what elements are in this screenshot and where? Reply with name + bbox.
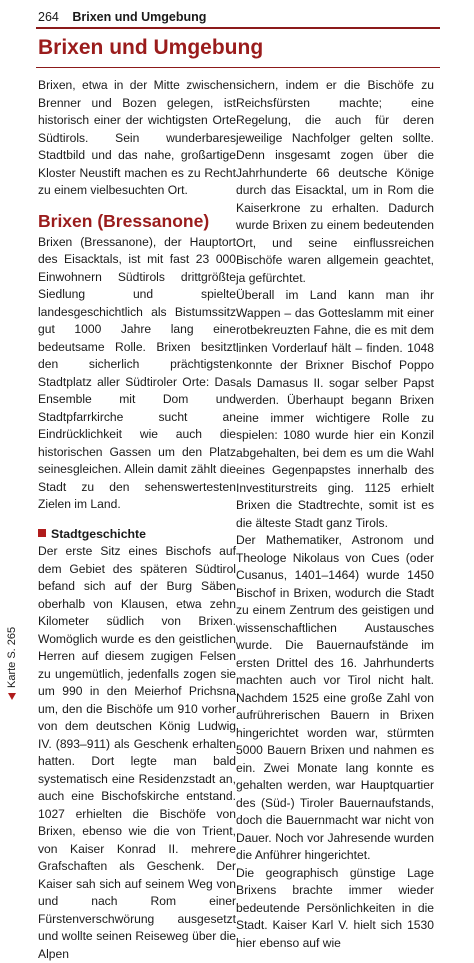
map-reference (6, 627, 18, 700)
map-reference-label: Karte S. 265 (6, 626, 18, 688)
header-rule (36, 27, 440, 29)
main-paragraph: Brixen (Bressanone), der Hauptort des Eisacktals, ist mit fast 23 000 Einwohnern Südtirols drittgrößte Siedlung und spielte landesgeschichtlich als Bistumssitz gut 1000 Jahre lang eine bedeutsame Rolle. Brixen besitzt den sicherlich prächtigsten Stadtplatz aller Südtiroler Orte: Das Ensemble mit Dom und Stadtpfarrkirche sucht an Eindrücklichkeit wie auch die historischen Gassen um den Platz seinesgleichen. Allein damit zählt die Stadt zu den sehenswertesten Zielen im Land. (38, 234, 236, 511)
cusanus-paragraph: Der Mathematiker, Astronom und Theologe Nikolaus von Cues (oder Cusanus, 1401–1464) wurde 1450 Bischof in Brixen, wodurch die Stadt zu einem Zentrum des geistigen und wissenschaftlichen Austausches wurde. Die Bauernaufstände im ersten Drittel des 16. Jahrhunderts machten auch vor Tirol nicht halt. Nachdem 1525 eine große Zahl von aufrührerischen Bauern in Brixen hingerichtet worden war, stürmten 5000 Bauern Brixen und nahmen es ein. Zwei Monate lang konnte es gehalten werden, war Hauptquartier des (Süd-) Tiroler Bauernaufstands, doch die Bauernmacht war nicht von Dauer. Noch vor Jahresende wurden die Anführer hingerichtet. (236, 533, 434, 862)
page-number: 264 (38, 10, 59, 24)
running-section-title: Brixen und Umgebung (72, 10, 207, 24)
chapter-title: Brixen und Umgebung (38, 36, 264, 59)
history-heading (38, 526, 236, 544)
running-head (38, 8, 440, 26)
history-paragraph: Der erste Sitz eines Bischofs auf dem Gebiet des späteren Südtirol befand sich auf der Burg Säben oberhalb von Klausen, etwa zehn Kilometer südlich von Brixen. Womöglich wurde es den geistlichen Herren auf diesem zugigen Felsen zu ungemütlich, jedenfalls zogen sie um 990 in den Meierhof Prichsna um, den die Bischöfe um 910 vorher von dem deutschen König Ludwig IV. (893–911) als Geschenk erhalten hatten. Dort legte man bald systematisch eine Residenzstadt an, auch eine Bischofskirche entstand. 1027 erhielten die Bischöfe von Brixen, ebenso wie die von Trient, von Kaiser Konrad II. mehrere Grafschaften als Geschenk. Der Kaiser sah sich auf seinem Weg von und nach Rom einer Fürstenverschwörung ausgesetzt und wollte seinen Reiseweg über die Alpen (38, 544, 236, 961)
intro-paragraph: Brixen, etwa in der Mitte zwischen Brenner und Bozen gelegen, ist historisch einer der wichtigsten Orte Südtirols. Sein wunderbares Stadtbild und das nahe, großartige Kloster Neustift machen es zu Recht zu einem vielbesuchten Ort. (38, 78, 236, 197)
coat-of-arms-paragraph: Überall im Land kann man ihr Wappen – das Gotteslamm mit einer rotbekreuzten Fahne, die es mit dem linken Vorderlauf hält – finden. 1048 konnte der Brixner Bischof Poppo als Damasus II. sogar selber Papst werden. Überhaupt begann Brixen eine immer wichtigere Rolle zu spielen: 1080 wurde hier ein Konzil abgehalten, bei dem es um die Wahl eines Gegenpapstes innerhalb des Investiturstreits ging. 1125 erhielt Brixen die Stadtrechte, somit ist es die älteste Stadt ganz Tirols. (236, 288, 434, 530)
right-column (236, 77, 434, 952)
bullet-square-icon (38, 529, 46, 537)
location-paragraph: Die geographisch günstige Lage Brixens brachte immer wieder bedeutende Persönlichkeiten in die Stadt. Kaiser Karl V. hielt sich 1530 hier ebenso auf wie (236, 865, 434, 950)
left-column (38, 77, 236, 963)
spacer (38, 514, 236, 526)
pointer-triangle-icon (8, 693, 16, 700)
history-heading-label: Stadtgeschichte (51, 526, 146, 541)
title-rule (36, 67, 440, 68)
history-paragraph-continued: sichern, indem er die Bischöfe zu Reichsfürsten machte; eine Regelung, die auch für deren jeweilige Nachfolger gelten sollte. Denn insgesamt zogen über die Jahrhunderte 66 deutsche Könige durch das Eisacktal, um in Rom die Kaiserkrone zu erhalten. Dadurch wurde Brixen zu einem bedeutenden Ort, und seine einflussreichen Bischöfe waren allgemein geachtet, ja gefürchtet. (236, 78, 434, 285)
subheading-brixen: Brixen (Bressanone) (38, 210, 210, 231)
